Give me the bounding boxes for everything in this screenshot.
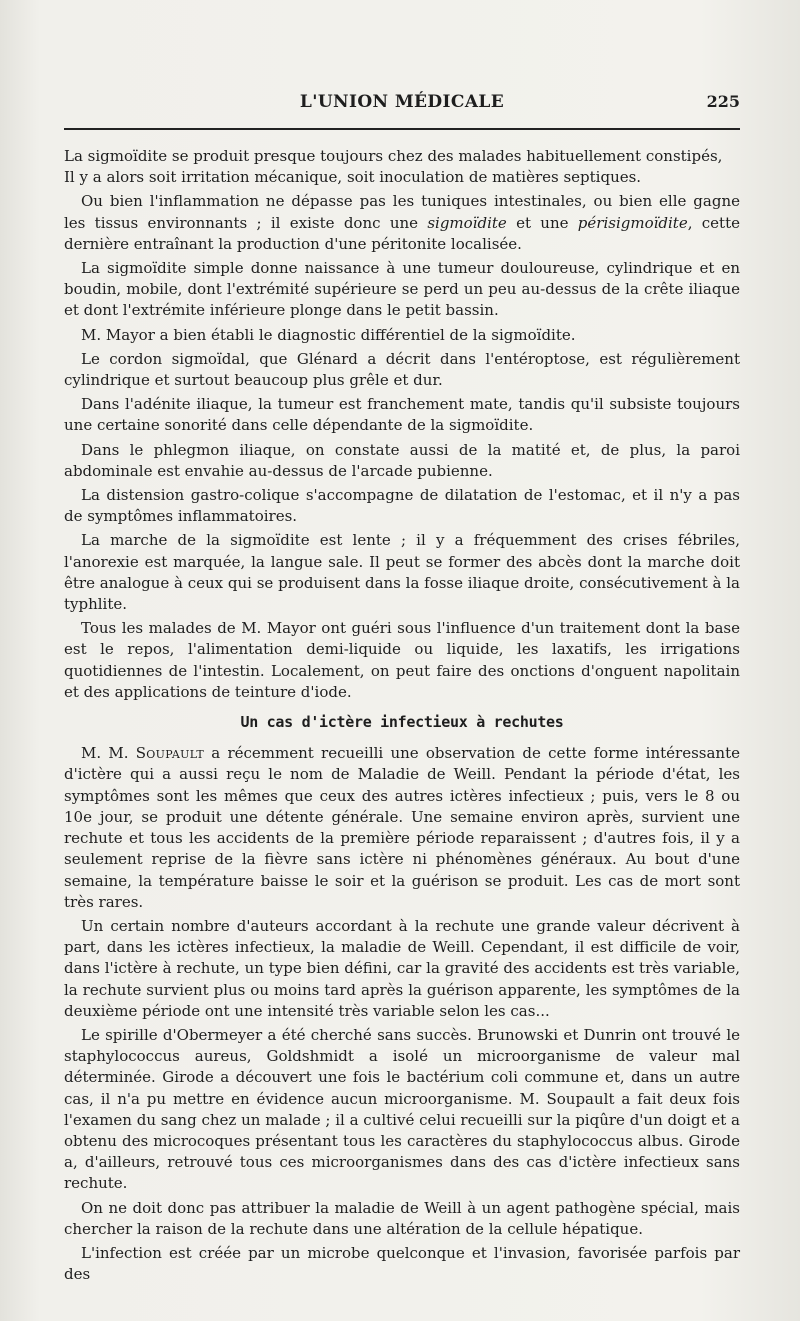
paragraph: Le spirille d'Obermeyer a été cherché sans succès. Brunowski et Dunrin ont trouvé le staphylococcus aureus, Goldshmidt a isolé un microorganisme de valeur mal déterminée. Girode a découvert une fois le bactérium coli commune et, dans un autre cas, il n'a pu mettre en évidence aucun microorganisme. M. Soupault a fait deux fois l'examen du sang chez un malade ; il a cultivé celui recueilli sur la piqûre d'un doigt et a obtenu des microcoques présentant tous les caractères du staphylococcus albus. Girode a, d'ailleurs, retrouvé tous ces microorganismes dans des cas d'ictère infectieux sans rechute. (64, 1025, 740, 1193)
paragraph (64, 146, 740, 188)
paragraph: Tous les malades de M. Mayor ont guéri sous l'influence d'un traitement dont la base est le repos, l'alimentation demi-liquide ou liquide, les laxatifs, les irrigations quotidiennes de l'intestin. Localement, on peut faire des onctions d'onguent napolitain et des applications de teinture d'iode. (64, 619, 740, 701)
page-header (64, 88, 740, 118)
term-perisigmoidite: périsigmoïdite (577, 213, 688, 232)
page-number: 225 (706, 92, 740, 111)
paragraph-text: , cette dernière entraînant la production d'une péritonite localisée. (64, 213, 740, 253)
paragraph (64, 743, 740, 913)
paragraph-text: Ou bien l'inflammation ne dépasse pas les tuniques intestinales, ou bien elle gagne les tissus environnants ; il existe donc une (64, 192, 740, 232)
paragraph-text: Il y a alors soit irritation mécanique, soit inoculation de matières septiques. (64, 168, 642, 187)
paragraph-text: La sigmoïdite se produit presque toujours chez des malades habituellement constipés, (64, 147, 723, 165)
paragraph: Dans l'adénite iliaque, la tumeur est franchement mate, tandis qu'il subsiste toujours une certaine sonorité dans celle dépendante de la sigmoïdite. (64, 395, 740, 435)
paragraph: La marche de la sigmoïdite est lente ; il y a fréquemment des crises fébriles, l'anorexie est marquée, la langue sale. Il peut se former des abcès dont la marche doit être analogue à ceux qui se produisent dans la fosse iliaque droite, consécutivement à la typhlite. (64, 531, 740, 614)
running-title: L'UNION MÉDICALE (299, 92, 505, 112)
header-rule (64, 128, 740, 130)
paragraph: L'infection est créée par un microbe quelconque et l'invasion, favorisée parfois par des (64, 1243, 740, 1284)
paragraph-text: et une (506, 213, 578, 232)
section-heading: Un cas d'ictère infectieux à rechutes (240, 713, 564, 732)
paragraph-text: M. M. (81, 744, 136, 763)
paragraph-text: a récemment recueilli une observation de cette forme intéressante d'ictère qui a aussi reçu le nom de Maladie de Weill. Pendant la période d'état, les symptômes sont les mêmes que ceux des autres ictères infectieux ; puis, vers le 8 ou 10e jour, se produit une détente générale. Une semaine environ après, survient une rechute et tous les accidents de la première période reparaissent ; d'autres fois, il y a seulement reprise de la fièvre sans ictère ni phénomènes généraux. Au bout d'une semaine, la température baisse le soir et la guérison se produit. Les cas de mort sont très rares. (64, 744, 740, 911)
paragraph: La distension gastro-colique s'accompagne de dilatation de l'estomac, et il n'y a pas de symptômes inflammatoires. (64, 486, 740, 526)
paragraph: Dans le phlegmon iliaque, on constate aussi de la matité et, de plus, la paroi abdominale est envahie au-dessus de l'arcade pubienne. (64, 440, 740, 480)
paragraph: Le cordon sigmoïdal, que Glénard a décrit dans l'entéroptose, est régulièrement cylindrique et surtout beaucoup plus grêle et dur. (64, 349, 740, 390)
paragraph: Un certain nombre d'auteurs accordant à la rechute une grande valeur décrivent à part, dans les ictères infectieux, la maladie de Weill. Cependant, il est difficile de voir, dans l'ictère à rechute, un type bien défini, car la gravité des accidents est très variable, la rechute survient plus ou moins tard après la guérison apparente, les symptômes de la deuxième période ont une intensité très variable selon les cas... (64, 916, 740, 1020)
term-sigmoidite: sigmoïdite (427, 213, 507, 232)
paragraph: M. Mayor a bien établi le diagnostic différentiel de la sigmoïdite. (81, 325, 576, 344)
paragraph: On ne doit donc pas attribuer la maladie de Weill à un agent pathogène spécial, mais chercher la raison de la rechute dans une altération de la cellule hépatique. (64, 1198, 740, 1238)
author-name: Soupault (135, 744, 205, 763)
article-body (64, 146, 740, 1288)
paragraph (64, 191, 740, 255)
paragraph: La sigmoïdite simple donne naissance à une tumeur douloureuse, cylindrique et en boudin, mobile, dont l'extrémité supérieure se perd un peu au-dessus de la crête iliaque et dont l'extrémite inférieure plonge dans le petit bassin. (64, 259, 740, 320)
